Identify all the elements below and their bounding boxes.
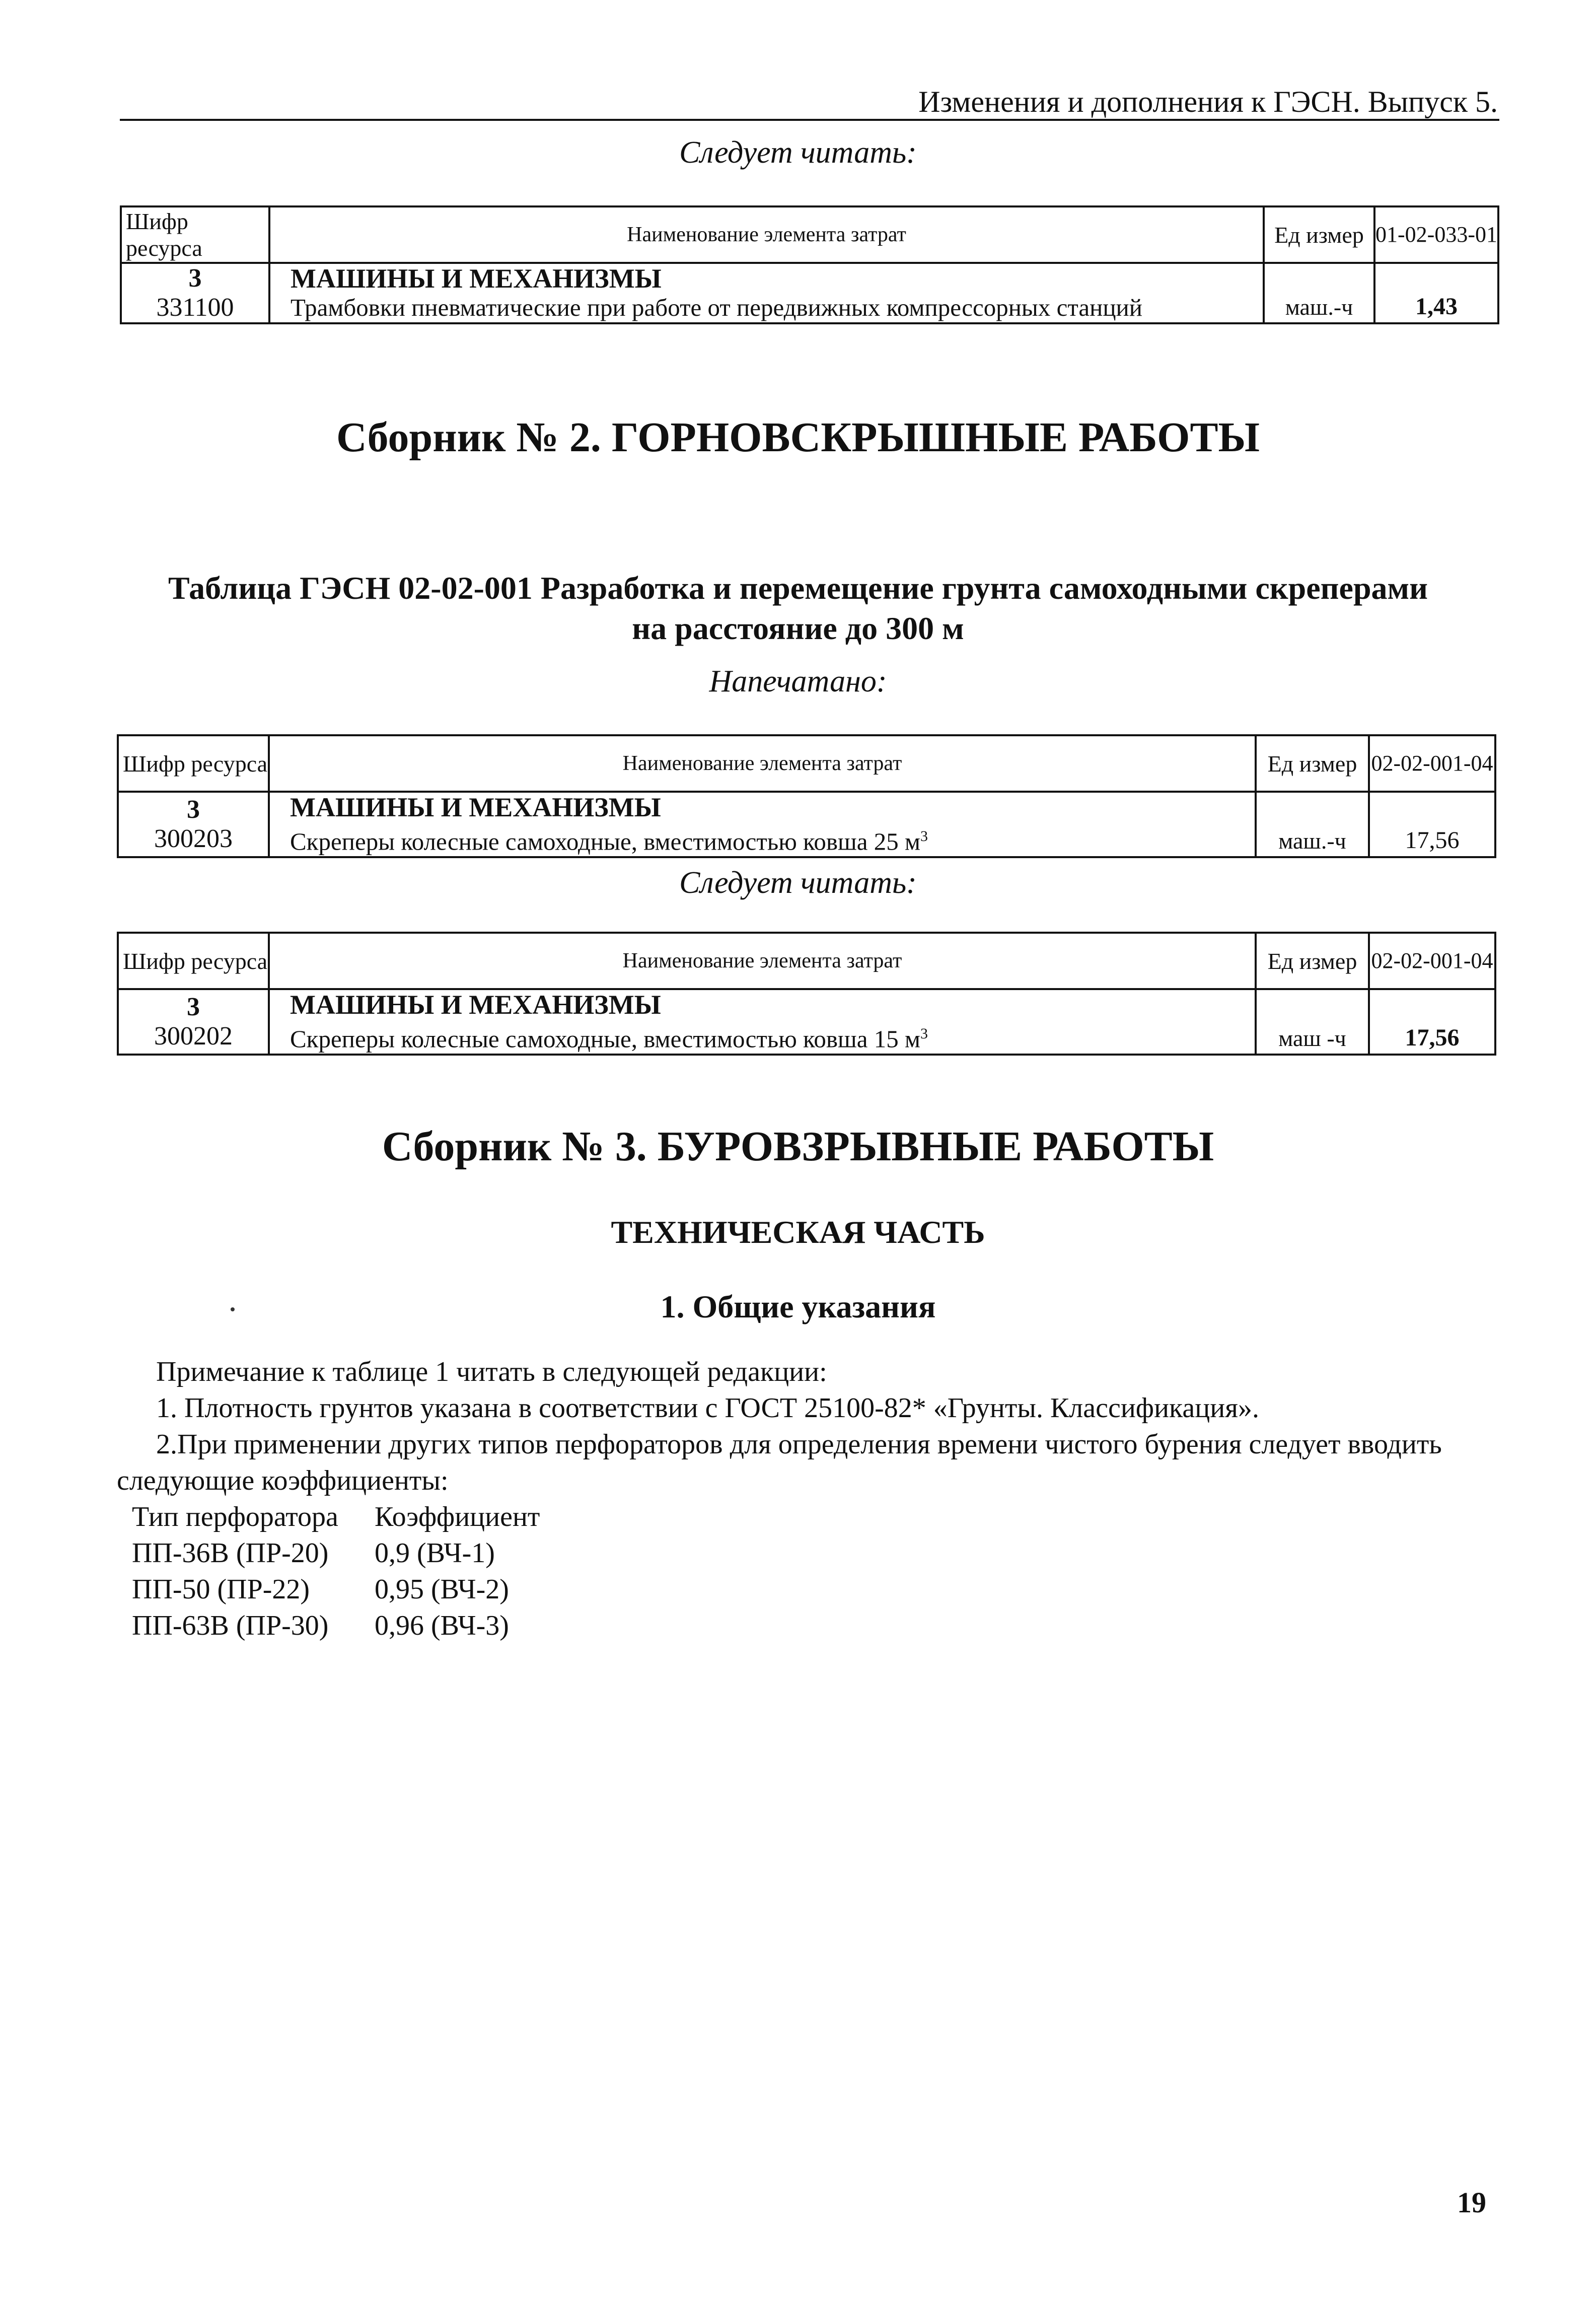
col-header-code: Шифр ресурса <box>118 933 269 989</box>
col-header-code: Шифр ресурса <box>121 206 269 263</box>
col-header-unit: Ед измер <box>1256 735 1369 792</box>
resource-name: Скреперы колесные самоходные, вместимостью ковша 25 м <box>290 827 920 856</box>
general-instructions-heading: 1. Общие указания <box>660 1289 936 1324</box>
coef-header-value: Коэффициент <box>375 1501 540 1532</box>
resource-name: Трамбовки пневматические при работе от передвижных компрессорных станций <box>291 294 1142 321</box>
section-name: МАШИНЫ И МЕХАНИЗМЫ <box>290 990 661 1020</box>
resource-unit: маш -ч <box>1256 989 1369 1055</box>
resource-code: 331100 <box>156 293 234 322</box>
col-header-norm: 01-02-033-01 <box>1374 206 1498 263</box>
resource-unit: маш.-ч <box>1256 792 1369 857</box>
section-name: МАШИНЫ И МЕХАНИЗМЫ <box>290 792 661 822</box>
superscript-3: 3 <box>920 828 928 845</box>
col-header-unit: Ед измер <box>1256 933 1369 989</box>
section-code: 3 <box>187 993 200 1022</box>
col-header-name: Наименование элемента затрат <box>269 933 1256 989</box>
coef-header-type: Тип перфоратора <box>132 1501 338 1532</box>
item-1: 1. Плотность грунтов указана в соответствии с ГОСТ 25100-82* «Грунты. Классификация». <box>156 1392 1259 1424</box>
resource-value: 17,56 <box>1369 989 1495 1055</box>
item-2-line-2: следующие коэффициенты: <box>117 1465 449 1496</box>
technical-part-heading: ТЕХНИЧЕСКАЯ ЧАСТЬ <box>611 1214 985 1250</box>
coef-row-value: 0,9 (ВЧ-1) <box>375 1538 495 1569</box>
resource-value: 17,56 <box>1369 792 1495 857</box>
resource-code: 300203 <box>154 824 233 854</box>
col-header-name: Наименование элемента затрат <box>269 735 1256 792</box>
sbornik-3-title: Сборник № 3. БУРОВЗРЫВНЫЕ РАБОТЫ <box>382 1123 1214 1170</box>
printed-label: Напечатано: <box>709 664 887 699</box>
coef-row-type: ПП-50 (ПР-22) <box>132 1574 310 1605</box>
resource-value: 1,43 <box>1374 263 1498 323</box>
resource-code: 300202 <box>154 1022 233 1051</box>
note-line: Примечание к таблице 1 читать в следующей редакции: <box>156 1356 827 1387</box>
col-header-unit: Ед измер <box>1264 206 1374 263</box>
table-title-line-2: на расстояние до 300 м <box>632 610 964 646</box>
coef-row-value: 0,96 (ВЧ-3) <box>375 1610 509 1641</box>
section-code: 3 <box>188 264 202 293</box>
section-name: МАШИНЫ И МЕХАНИЗМЫ <box>291 263 662 294</box>
should-read-label-2: Следует читать: <box>679 866 917 900</box>
coef-row-type: ПП-63В (ПР-30) <box>132 1610 329 1641</box>
page-number: 19 <box>1457 2186 1486 2219</box>
col-header-norm: 02-02-001-04 <box>1369 933 1495 989</box>
coef-row-value: 0,95 (ВЧ-2) <box>375 1574 509 1605</box>
running-header: Изменения и дополнения к ГЭСН. Выпуск 5. <box>918 85 1498 118</box>
coef-row-type: ПП-36В (ПР-20) <box>132 1538 329 1569</box>
sbornik-2-title: Сборник № 2. ГОРНОВСКРЫШНЫЕ РАБОТЫ <box>336 414 1260 461</box>
should-read-label-1: Следует читать: <box>679 135 917 170</box>
superscript-3: 3 <box>920 1025 928 1042</box>
table-title-line-1: Таблица ГЭСН 02-02-001 Разработка и перемещение грунта самоходными скреперами <box>168 570 1428 606</box>
resource-name: Скреперы колесные самоходные, вместимостью ковша 15 м <box>290 1025 920 1053</box>
resource-unit: маш.-ч <box>1264 263 1374 323</box>
col-header-name: Наименование элемента затрат <box>269 206 1264 263</box>
col-header-code: Шифр ресурса <box>118 735 269 792</box>
col-header-norm: 02-02-001-04 <box>1369 735 1495 792</box>
section-code: 3 <box>187 795 200 824</box>
item-2-line-1: 2.При применении других типов перфораторов для определения времени чистого бурения следует вводить <box>156 1429 1442 1460</box>
